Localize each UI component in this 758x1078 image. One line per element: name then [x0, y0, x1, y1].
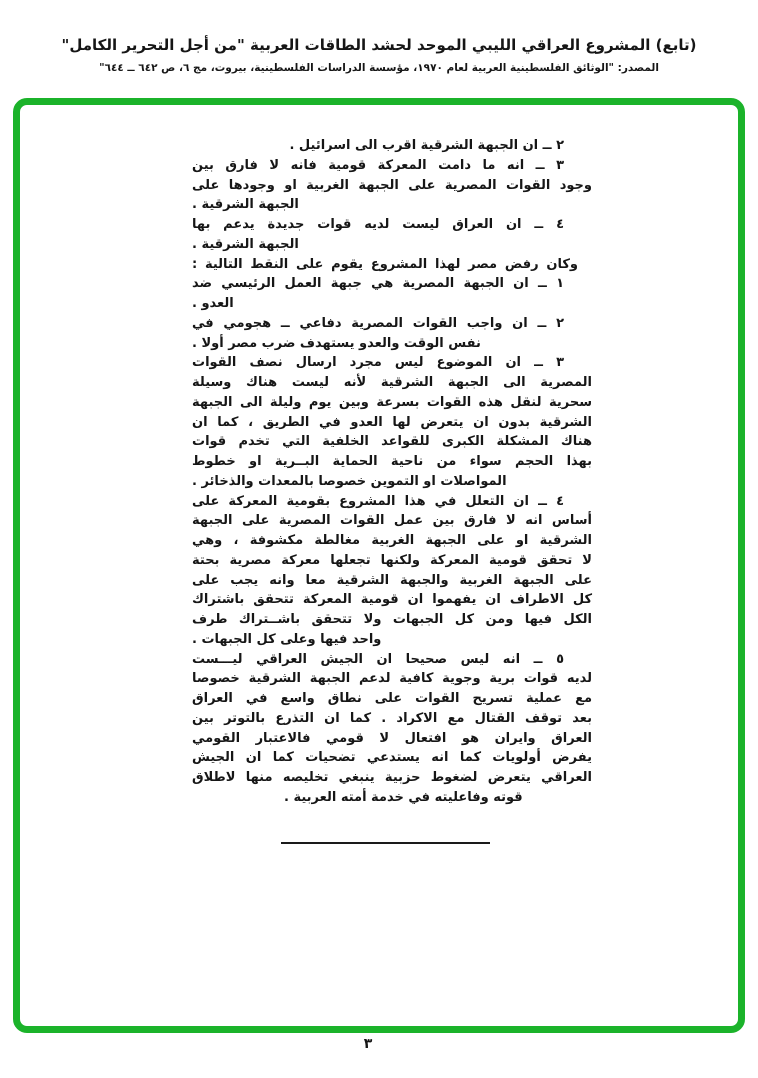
text-line: الشرقية او على الجبهة الغربية مغالطة مكشوفة ، وهي: [192, 533, 592, 548]
text-line: الجبهة الشرقية .: [192, 236, 299, 252]
text-line: سحرية لنقل هذه القوات بسرعة وبين يوم وليلة الى الجبهة: [192, 394, 592, 410]
text-line: قوته وفاعليته في خدمة أمته العربية .: [284, 789, 523, 805]
document-body-text: [192, 136, 592, 808]
text-line: وجود القوات المصرية على الجبهة الغربية او وجودها على: [192, 177, 592, 193]
document-source-line: المصدر: "الوثائق الفلسطينية العربية لعام ١٩٧٠، مؤسسة الدراسات الفلسطينية، بيروت، مج ٦، ص ٦٤٢ ــ ٦٤٤": [99, 62, 659, 74]
text-line: مع عملية تسريح القوات على نطاق واسع في العراق: [192, 691, 592, 706]
text-line: أساس انه لا فارق بين عمل القوات المصرية على الجبهة: [192, 513, 592, 529]
text-line: كل الاطراف ان يفهموا ان قومية المعركة تتحقق باشتراك: [192, 592, 592, 608]
text-line: ٤ ــ ان العراق ليست لديه قوات جديدة يدعم بها: [192, 217, 564, 232]
text-line: المصرية الى الجبهة الشرقية لأنه ليست هناك وسيلة: [192, 375, 592, 390]
text-line: يفرض أولويات كما انه يستدعي تضحيات كما ان الجيش: [192, 750, 592, 766]
text-line: لا تحقق قومية المعركة ولكنها تجعلها معركة مصرية بحتة: [192, 552, 592, 568]
text-line: بهذا الحجم سواء من ناحية الحماية البــرية او خطوط: [192, 454, 592, 469]
text-line: نفس الوقت والعدو يستهدف ضرب مصر أولا .: [192, 335, 481, 351]
text-line: هناك المشكلة الكبرى للقواعد الخلفية التي تخدم قوات: [192, 434, 592, 450]
text-line: العراقي يتعرض لضغوط حزبية ينبغي تخليصه منها لاطلاق: [192, 770, 592, 785]
text-line: ٢ ــ ان الجبهة الشرقية اقرب الى اسرائيل .: [289, 138, 564, 153]
text-line: ٣ ــ انه ما دامت المعركة قومية فانه لا فارق بين: [192, 157, 564, 173]
section-divider: [281, 842, 490, 844]
text-line: الشرقية بدون ان يتعرض لها العدو في الطريق ، كما ان: [192, 414, 592, 430]
text-line: واحد فيها وعلى كل الجبهات .: [192, 631, 382, 647]
text-line: ٤ ــ ان التعلل في هذا المشروع بقومية المعركة على: [192, 493, 564, 509]
text-line: العدو .: [192, 296, 234, 311]
document-title: (تابع) المشروع العراقي الليبي الموحد لحشد الطاقات العربية "من أجل التحرير الكامل": [61, 36, 697, 54]
text-line: ١ ــ ان الجبهة المصرية هي جبهة العمل الرئيسي ضد: [192, 276, 564, 292]
text-line: الكل فيها ومن كل الجبهات ولا تتحقق باشــتراك طرف: [192, 612, 592, 627]
text-line: العراق وايران هو افتعال لا قومي فالاعتبار القومي: [192, 730, 592, 746]
text-line: الجبهة الشرقية .: [192, 197, 299, 213]
text-line: لديه قوات برية وجوية كافية لدعم الجبهة الشرقية خصوصا: [192, 671, 592, 687]
page-number: ٣: [363, 1036, 373, 1052]
text-line: بعد توقف القتال مع الاكراد . كما ان التذرع بالتوتر بين: [192, 710, 592, 726]
text-line: وكان رفض مصر لهذا المشروع يقوم على النقط التالية :: [192, 256, 578, 272]
text-line: ٢ ــ ان واجب القوات المصرية دفاعي ــ هجومي في: [192, 315, 564, 331]
text-line: المواصلات او التموين خصوصا بالمعدات والذخائر .: [192, 473, 507, 489]
text-line: ٥ ــ انه ليس صحيحا ان الجيش العراقي ليـــست: [192, 651, 564, 667]
text-line: ٣ ــ ان الموضوع ليس مجرد ارسال نصف القوات: [192, 355, 564, 371]
text-line: على الجبهة الغربية والجبهة الشرقية معا وانه يجب على: [192, 572, 592, 588]
